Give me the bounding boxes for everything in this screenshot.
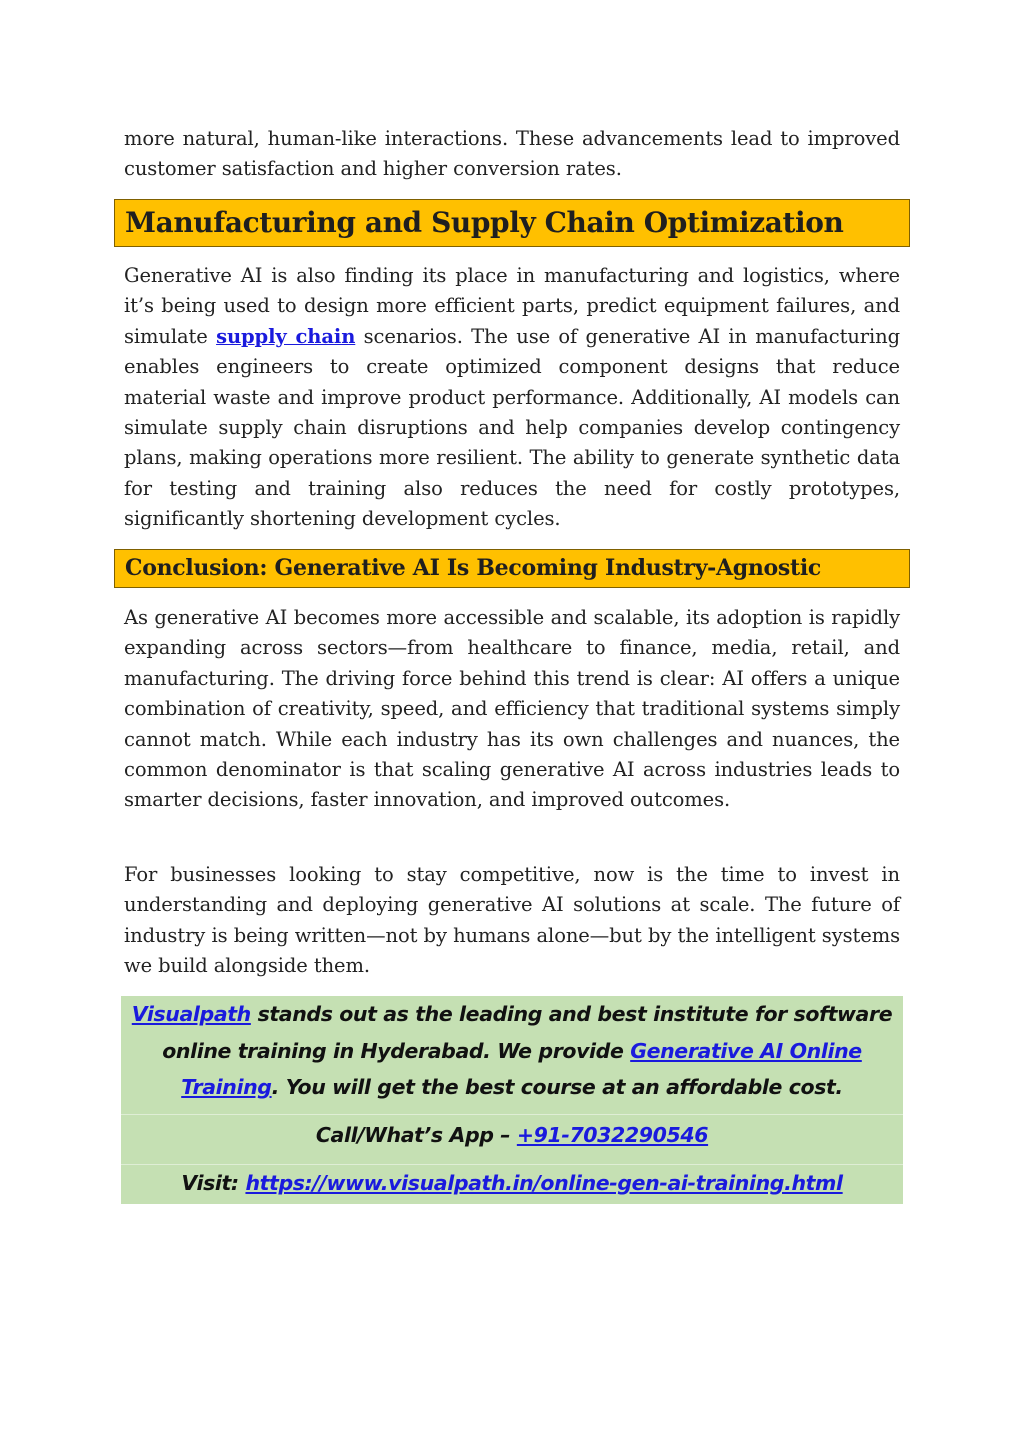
- cta-visit-row: [121, 1164, 903, 1205]
- cta-box: [121, 996, 903, 1204]
- phone-link[interactable]: +91-7032290546: [516, 1123, 709, 1147]
- conclusion-text-2: For businesses looking to stay competitive, now is the time to invest in understanding and deploying generative AI solutions at scale. The future of industry is being written—not by humans alone—but by the intelligent systems we build alongside them.: [124, 863, 900, 978]
- call-label: Call/What’s App –: [315, 1123, 517, 1147]
- visit-label: Visit:: [181, 1171, 246, 1195]
- manufacturing-heading: Manufacturing and Supply Chain Optimization: [114, 199, 910, 247]
- conclusion-paragraph-2: [124, 860, 900, 982]
- intro-paragraph: [124, 124, 900, 185]
- conclusion-text-1: As generative AI becomes more accessible and scalable, its adoption is rapidly expanding across sectors—from healthcare to finance, media, retail, and manufacturing. The driving force behind this trend is clear: AI offers a unique combination of creativity, speed, and efficiency that traditional systems simply cannot match. While each industry has its own challenges and nuances, the common denominator is that scaling generative AI across industries leads to smarter decisions, faster innovation, and improved outcomes.: [124, 606, 900, 812]
- cta-text-1: stands out as the leading and best institute for software online training in Hyderabad. We provide: [162, 1002, 893, 1063]
- cta-text-2: . You will get the best course at an affordable cost.: [271, 1075, 843, 1099]
- conclusion-paragraph-1: [124, 603, 900, 816]
- supply-chain-link[interactable]: supply chain: [216, 324, 356, 348]
- conclusion-heading: Conclusion: Generative AI Is Becoming Industry-Agnostic: [114, 549, 910, 588]
- manufacturing-text-start: Generative AI is also finding its place in manufacturing and logistics, where it’s being used to design more efficient parts, predict equipment failures, and simulate: [124, 264, 900, 348]
- manufacturing-text-end: scenarios. The use of generative AI in manufacturing enables engineers to create optimized component designs that reduce material waste and improve product performance. Additionally, AI models can simulate supply chain disruptions and help companies develop contingency plans, making operations more resilient. The ability to generate synthetic data for testing and training also reduces the need for costly prototypes, significantly shortening development cycles.: [124, 324, 900, 531]
- manufacturing-paragraph: [124, 261, 900, 535]
- cta-promo: [121, 996, 903, 1114]
- cta-call-row: [121, 1114, 903, 1165]
- intro-text: more natural, human-like interactions. These advancements lead to improved customer satisfaction and higher conversion rates.: [124, 127, 900, 181]
- course-link[interactable]: Generative AI Online Training: [181, 1038, 862, 1099]
- website-link[interactable]: https://www.visualpath.in/online-gen-ai-training.html: [245, 1171, 843, 1195]
- visualpath-link[interactable]: Visualpath: [131, 1002, 251, 1026]
